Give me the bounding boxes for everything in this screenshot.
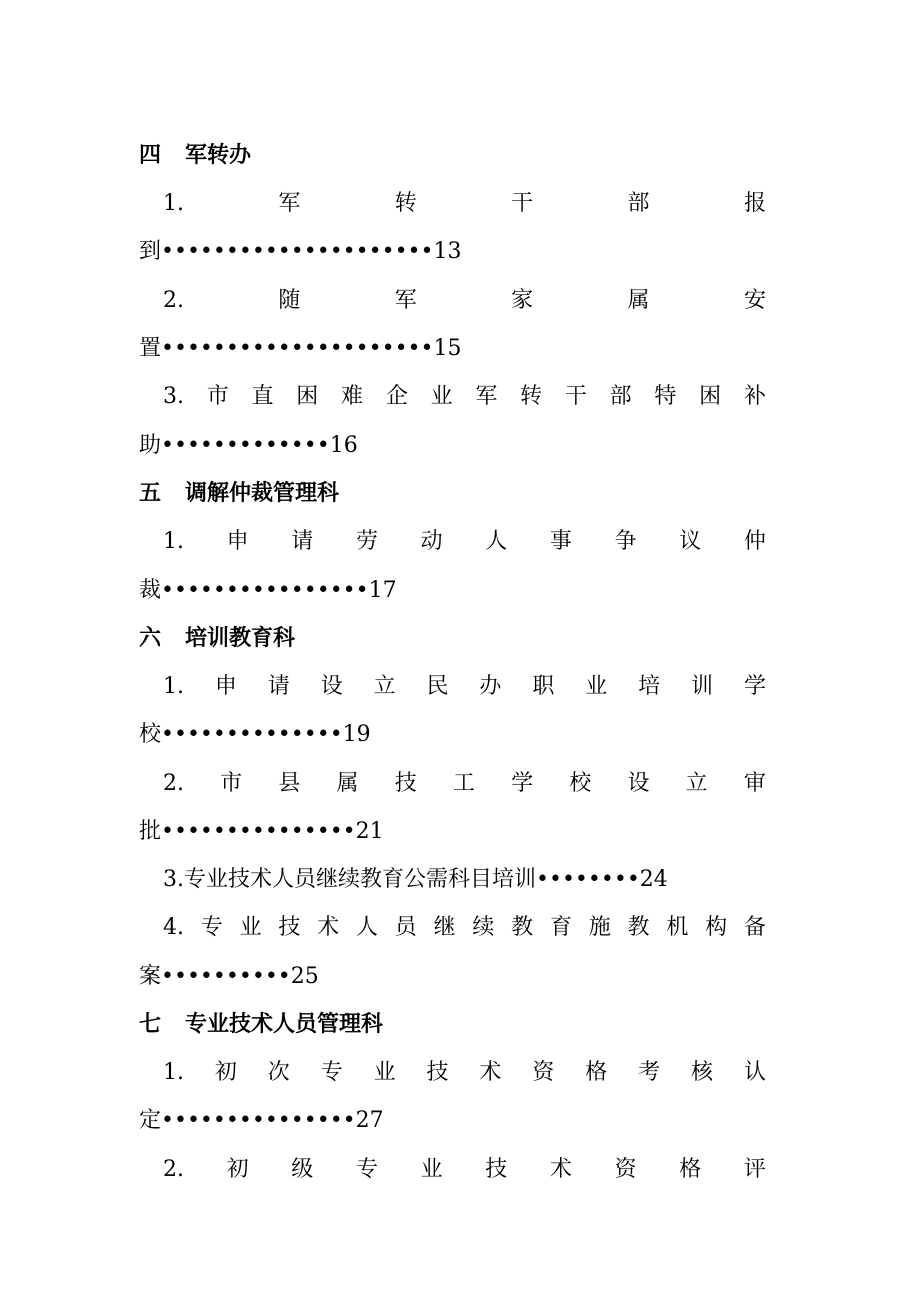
toc-entry-char: 报 [743,191,766,216]
toc-entry-char: 业 [373,1060,396,1085]
toc-entry-char: 立 [373,674,396,699]
toc-entry-page-ref: 校••••••••••••••19 [139,722,371,747]
toc-entry-char: 事 [549,529,572,554]
toc-entry-char: 设 [320,674,343,699]
toc-entry-char: 县 [278,771,301,796]
section-title: 培训教育科 [185,626,296,651]
toc-entry-char: 特 [654,384,677,409]
toc-entry-page-ref: 助•••••••••••••16 [139,433,358,458]
section-number: 六 [139,626,162,651]
toc-entry-char: 专 [200,915,223,940]
toc-entry-char: 军 [394,288,417,313]
toc-entry-char: 初 [226,1157,249,1182]
toc-entry-char: 教 [511,915,534,940]
toc-entry-char: 业 [430,384,453,409]
toc-entry-char: 机 [666,915,689,940]
toc-entry-char: 技 [278,915,301,940]
toc-entry-page-ref: 案••••••••••25 [139,964,319,989]
toc-entry-char: 续 [472,915,495,940]
toc-entry-char: 安 [743,288,766,313]
toc-entry-char: 劳 [355,529,378,554]
toc-entry-char: 技 [426,1060,449,1085]
toc-section-heading [139,622,766,656]
toc-entry-char: 申 [214,674,237,699]
toc-entry-char: 员 [394,915,417,940]
toc-entry-line [139,380,766,414]
toc-entry-char: 业 [239,915,262,940]
toc-entry-char: 直 [251,384,274,409]
toc-entry-char: 继 [433,915,456,940]
toc-entry-char: 请 [267,674,290,699]
toc-entry-char: 难 [341,384,364,409]
toc-entry-char: 转 [520,384,543,409]
toc-entry-char: 4. [163,915,184,940]
section-number: 五 [139,481,162,506]
toc-entry-char: 格 [585,1060,608,1085]
toc-entry-char: 动 [420,529,443,554]
toc-entry-char: 设 [627,771,650,796]
toc-entry-char: 培 [638,674,661,699]
section-title: 专业技术人员管理科 [185,1012,384,1037]
toc-entry-char: 转 [394,191,417,216]
toc-entry-char: 困 [296,384,319,409]
toc-entry-char: 构 [705,915,728,940]
toc-entry-char: 初 [214,1060,237,1085]
toc-entry-char: 议 [679,529,702,554]
toc-entry-char: 属 [627,288,650,313]
section-number: 七 [139,1012,162,1037]
toc-entry-char: 争 [614,529,637,554]
toc-entry-char: 专 [355,1157,378,1182]
toc-entry-char: 1. [163,191,184,216]
toc-entry-char: 技 [485,1157,508,1182]
toc-entry-char: 术 [479,1060,502,1085]
toc-entry-char: 2. [163,1157,184,1182]
toc-entry-char: 部 [627,191,650,216]
toc-entry-char: 资 [532,1060,555,1085]
toc-entry-char: 部 [609,384,632,409]
toc-entry-char: 育 [549,915,572,940]
toc-entry-page-ref: 裁••••••••••••••••17 [139,578,397,603]
section-number: 四 [139,143,162,168]
toc-entry-line [139,187,766,221]
section-title: 调解仲裁管理科 [185,481,340,506]
toc-entry-char: 人 [355,915,378,940]
toc-entry-char: 随 [278,288,301,313]
toc-entry-char: 训 [691,674,714,699]
toc-entry-page-ref: 批•••••••••••••••21 [139,819,384,844]
toc-entry-char: 立 [685,771,708,796]
toc-entry-char: 属 [336,771,359,796]
toc-entry-page-ref: 到•••••••••••••••••••••13 [139,239,462,264]
toc-entry-char: 企 [385,384,408,409]
toc-entry-char: 级 [291,1157,314,1182]
toc-entry-char: 业 [585,674,608,699]
toc-entry-char: 1. [163,674,184,699]
toc-entry-char: 学 [743,674,766,699]
toc-entry-char: 1. [163,529,184,554]
toc-entry-char: 申 [226,529,249,554]
toc-entry-char: 教 [627,915,650,940]
toc-entry-char: 考 [638,1060,661,1085]
toc-entry-line: 3.专业技术人员继续教育公需科目培训••••••••24 [163,867,668,892]
toc-entry-char: 核 [691,1060,714,1085]
toc-entry-line [139,911,766,945]
toc-entry-char: 民 [426,674,449,699]
toc-entry-line [139,1056,766,1090]
toc-entry-char: 3. [163,384,184,409]
toc-entry-line [139,1153,766,1187]
toc-entry-page-ref: 置•••••••••••••••••••••15 [139,336,462,361]
toc-entry-char: 家 [511,288,534,313]
section-title: 军转办 [185,143,252,168]
toc-entry-char: 军 [475,384,498,409]
toc-entry-char: 备 [743,915,766,940]
toc-entry-char: 术 [317,915,340,940]
toc-entry-char: 次 [267,1060,290,1085]
toc-entry-char: 工 [452,771,475,796]
toc-section-heading [139,1008,766,1042]
toc-entry-char: 市 [206,384,229,409]
toc-entry-char: 仲 [743,529,766,554]
toc-entry-char: 补 [743,384,766,409]
toc-entry-char: 办 [479,674,502,699]
toc-entry-char: 职 [532,674,555,699]
toc-entry-char: 审 [743,771,766,796]
toc-entry-line [139,525,766,559]
toc-entry-char: 资 [614,1157,637,1182]
toc-entry-char: 市 [220,771,243,796]
toc-entry-char: 施 [588,915,611,940]
toc-entry-char: 术 [549,1157,572,1182]
toc-entry-char: 2. [163,771,184,796]
toc-entry-char: 专 [320,1060,343,1085]
toc-section-heading [139,477,766,511]
toc-entry-char: 2. [163,288,184,313]
toc-entry-char: 格 [679,1157,702,1182]
toc-entry-char: 干 [511,191,534,216]
toc-entry-char: 请 [291,529,314,554]
toc-entry-char: 人 [485,529,508,554]
toc-entry-char: 校 [569,771,592,796]
toc-entry-char: 干 [564,384,587,409]
toc-section-heading [139,139,766,173]
toc-entry-line [139,670,766,704]
toc-entry-char: 认 [743,1060,766,1085]
toc-entry-char: 技 [394,771,417,796]
toc-entry-char: 学 [511,771,534,796]
toc-entry-page-ref: 定•••••••••••••••27 [139,1108,384,1133]
toc-entry-line [139,284,766,318]
toc-entry-char: 军 [278,191,301,216]
toc-entry-char: 1. [163,1060,184,1085]
toc-entry-char: 评 [743,1157,766,1182]
toc-entry-char: 困 [699,384,722,409]
toc-entry-char: 业 [420,1157,443,1182]
toc-entry-line [139,767,766,801]
